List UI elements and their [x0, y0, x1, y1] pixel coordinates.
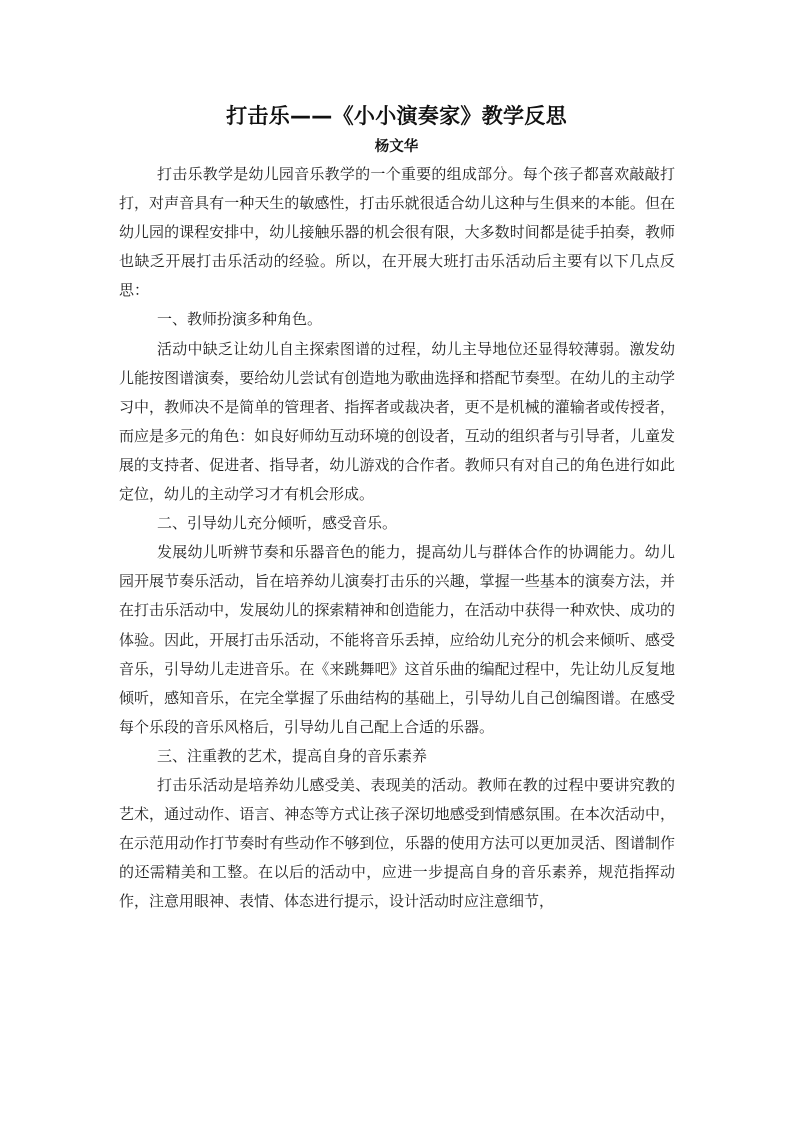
section-heading-2: 二、引导幼儿充分倾听，感受音乐。: [157, 514, 398, 533]
section-heading-1: 一、教师扮演多种角色。: [157, 310, 323, 329]
section-paragraph-1: 活动中缺乏让幼儿自主探索图谱的过程，幼儿主导地位还显得较薄弱。激发幼儿能按图谱演奏，要给幼儿尝试有创造地为歌曲选择和搭配节奏型。在幼儿的主动学习中，教师决不是简单的管理者、指挥者或裁决者，更不是机械的灌输者或传授者，而应是多元的角色：如良好师幼互动环境的创设者，互动的组织者与引导者，儿童发展的支持者、促进者、指导者，幼儿游戏的合作者。教师只有对自己的角色进行如此定位，幼儿的主动学习才有机会形成。: [119, 339, 675, 504]
section-paragraph-2: 发展幼儿听辨节奏和乐器音色的能力，提高幼儿与群体合作的协调能力。幼儿园开展节奏乐活动，旨在培养幼儿演奏打击乐的兴趣，掌握一些基本的演奏方法，并在打击乐活动中，发展幼儿的探索精神和创造能力，在活动中获得一种欢快、成功的体验。因此，开展打击乐活动，不能将音乐丢掉，应给幼儿充分的机会来倾听、感受音乐，引导幼儿走进音乐。在《来跳舞吧》这首乐曲的编配过程中，先让幼儿反复地倾听，感知音乐，在完全掌握了乐曲结构的基础上，引导幼儿自己创编图谱。在感受每个乐段的音乐风格后，引导幼儿自己配上合适的乐器。: [119, 543, 675, 736]
author-name: 杨文华: [374, 139, 419, 155]
section-heading-3: 三、注重教的艺术，提高自身的音乐素养: [157, 746, 428, 765]
intro-paragraph: 打击乐教学是幼儿园音乐教学的一个重要的组成部分。每个孩子都喜欢敲敲打打，对声音具有一种天生的敏感性，打击乐就很适合幼儿这种与生俱来的本能。但在幼儿园的课程安排中，幼儿接触乐器的机会很有限，大多数时间都是徒手拍奏，教师也缺乏开展打击乐活动的经验。所以，在开展大班打击乐活动后主要有以下几点反思：: [119, 165, 675, 300]
document-body: [119, 160, 675, 916]
section-paragraph-3: 打击乐活动是培养幼儿感受美、表现美的活动。教师在教的过程中要讲究教的艺术，通过动作、语言、神态等方式让孩子深切地感受到情感氛围。在本次活动中，在示范用动作打节奏时有些动作不够到位，乐器的使用方法可以更加灵活、图谱制作的还需精美和工整。在以后的活动中，应进一步提高自身的音乐素养，规范指挥动作，注意用眼神、表情、体态进行提示，设计活动时应注意细节，: [119, 775, 675, 911]
document-title: 打击乐——《小小演奏家》教学反思: [226, 104, 567, 128]
